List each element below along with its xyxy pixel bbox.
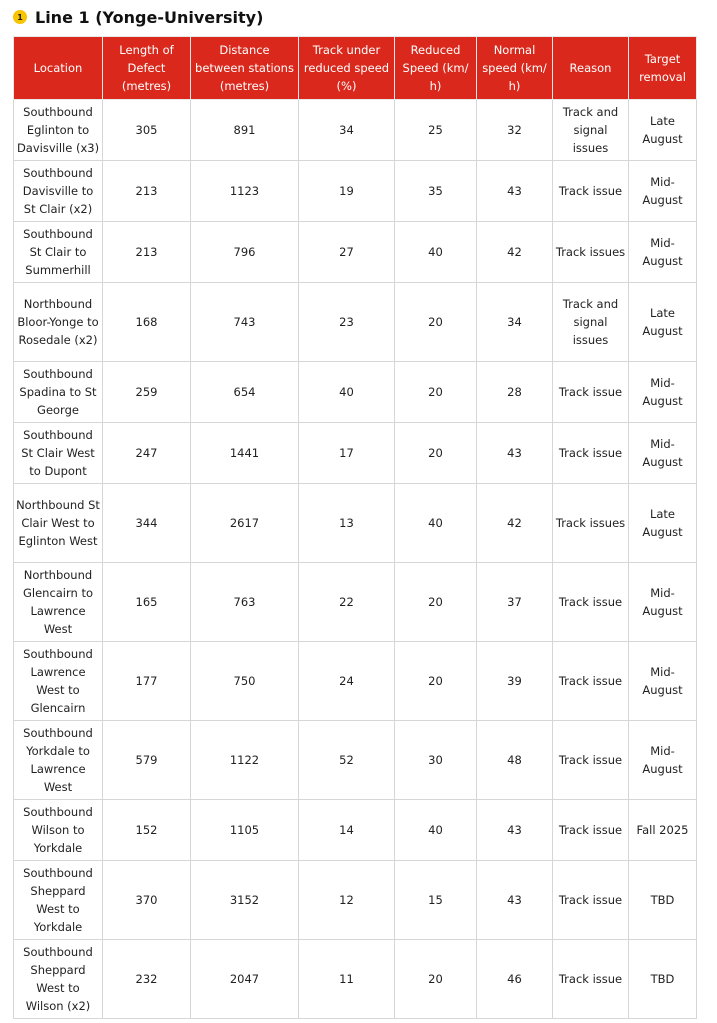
cell-distance: 654	[191, 362, 299, 423]
cell-distance: 1441	[191, 423, 299, 484]
table-row	[14, 283, 697, 362]
cell-location: Southbound Yorkdale to Lawrence West	[14, 721, 103, 800]
cell-length: 247	[103, 423, 191, 484]
cell-location: Southbound Spadina to St George	[14, 362, 103, 423]
table-row	[14, 940, 697, 1019]
cell-location: Southbound Wilson to Yorkdale	[14, 800, 103, 861]
table-row	[14, 423, 697, 484]
cell-reason: Track and signal issues	[553, 283, 629, 362]
cell-length: 370	[103, 861, 191, 940]
column-header-track-under-reduced-speed: Track under reduced speed (%)	[299, 37, 395, 100]
section-title-row	[13, 6, 263, 28]
table-row	[14, 721, 697, 800]
cell-reduced-speed: 20	[395, 642, 477, 721]
cell-target-removal: Fall 2025	[629, 800, 697, 861]
cell-target-removal: Late August	[629, 100, 697, 161]
cell-track-reduced-pct: 12	[299, 861, 395, 940]
cell-length: 579	[103, 721, 191, 800]
cell-reduced-speed: 35	[395, 161, 477, 222]
cell-normal-speed: 34	[477, 283, 553, 362]
cell-reason: Track issues	[553, 222, 629, 283]
column-header-length-of-defect: Length of Defect (metres)	[103, 37, 191, 100]
column-header-target-removal: Target removal	[629, 37, 697, 100]
cell-distance: 1105	[191, 800, 299, 861]
cell-track-reduced-pct: 22	[299, 563, 395, 642]
cell-normal-speed: 28	[477, 362, 553, 423]
cell-length: 213	[103, 161, 191, 222]
cell-reduced-speed: 20	[395, 362, 477, 423]
cell-length: 305	[103, 100, 191, 161]
cell-reduced-speed: 20	[395, 940, 477, 1019]
cell-reason: Track issue	[553, 800, 629, 861]
cell-reason: Track and signal issues	[553, 100, 629, 161]
table-header-row	[14, 37, 697, 100]
cell-track-reduced-pct: 13	[299, 484, 395, 563]
cell-reason: Track issue	[553, 362, 629, 423]
cell-distance: 1123	[191, 161, 299, 222]
table-row	[14, 642, 697, 721]
cell-target-removal: Mid-August	[629, 362, 697, 423]
cell-reduced-speed: 40	[395, 222, 477, 283]
cell-target-removal: Mid-August	[629, 423, 697, 484]
cell-reduced-speed: 25	[395, 100, 477, 161]
cell-distance: 763	[191, 563, 299, 642]
cell-reason: Track issue	[553, 563, 629, 642]
cell-reduced-speed: 40	[395, 484, 477, 563]
cell-reason: Track issue	[553, 721, 629, 800]
line-1-badge-icon: 1	[13, 10, 27, 24]
column-header-reason: Reason	[553, 37, 629, 100]
cell-location: Southbound Sheppard West to Yorkdale	[14, 861, 103, 940]
cell-track-reduced-pct: 17	[299, 423, 395, 484]
cell-normal-speed: 43	[477, 800, 553, 861]
cell-reason: Track issues	[553, 484, 629, 563]
cell-normal-speed: 37	[477, 563, 553, 642]
cell-track-reduced-pct: 11	[299, 940, 395, 1019]
cell-length: 168	[103, 283, 191, 362]
table-row	[14, 161, 697, 222]
cell-length: 232	[103, 940, 191, 1019]
cell-location: Northbound Glencairn to Lawrence West	[14, 563, 103, 642]
cell-length: 259	[103, 362, 191, 423]
cell-reason: Track issue	[553, 423, 629, 484]
cell-distance: 1122	[191, 721, 299, 800]
table-row	[14, 100, 697, 161]
cell-location: Northbound Bloor-Yonge to Rosedale (x2)	[14, 283, 103, 362]
cell-distance: 3152	[191, 861, 299, 940]
cell-track-reduced-pct: 14	[299, 800, 395, 861]
cell-reduced-speed: 15	[395, 861, 477, 940]
cell-normal-speed: 48	[477, 721, 553, 800]
cell-reason: Track issue	[553, 861, 629, 940]
page-title: Line 1 (Yonge-University)	[35, 7, 264, 27]
cell-location: Northbound St Clair West to Eglinton West	[14, 484, 103, 563]
cell-target-removal: Mid-August	[629, 721, 697, 800]
cell-track-reduced-pct: 34	[299, 100, 395, 161]
cell-reason: Track issue	[553, 642, 629, 721]
speed-restrictions-table	[13, 36, 697, 1019]
cell-reason: Track issue	[553, 161, 629, 222]
cell-normal-speed: 32	[477, 100, 553, 161]
cell-target-removal: Mid-August	[629, 161, 697, 222]
cell-normal-speed: 42	[477, 484, 553, 563]
cell-normal-speed: 39	[477, 642, 553, 721]
table-row	[14, 362, 697, 423]
cell-normal-speed: 43	[477, 861, 553, 940]
cell-location: Southbound Davisville to St Clair (x2)	[14, 161, 103, 222]
cell-distance: 743	[191, 283, 299, 362]
column-header-distance-between-stations: Distance between stations (metres)	[191, 37, 299, 100]
cell-length: 213	[103, 222, 191, 283]
table-row	[14, 861, 697, 940]
cell-track-reduced-pct: 40	[299, 362, 395, 423]
cell-reduced-speed: 40	[395, 800, 477, 861]
cell-reduced-speed: 20	[395, 423, 477, 484]
column-header-location: Location	[14, 37, 103, 100]
cell-track-reduced-pct: 52	[299, 721, 395, 800]
cell-normal-speed: 43	[477, 161, 553, 222]
cell-normal-speed: 46	[477, 940, 553, 1019]
table-row	[14, 222, 697, 283]
cell-reduced-speed: 20	[395, 563, 477, 642]
cell-length: 165	[103, 563, 191, 642]
cell-location: Southbound Eglinton to Davisville (x3)	[14, 100, 103, 161]
cell-distance: 2617	[191, 484, 299, 563]
cell-reduced-speed: 30	[395, 721, 477, 800]
table-row	[14, 800, 697, 861]
cell-target-removal: Mid-August	[629, 563, 697, 642]
cell-distance: 891	[191, 100, 299, 161]
cell-location: Southbound Lawrence West to Glencairn	[14, 642, 103, 721]
table-row	[14, 563, 697, 642]
cell-reason: Track issue	[553, 940, 629, 1019]
cell-location: Southbound St Clair to Summerhill	[14, 222, 103, 283]
cell-track-reduced-pct: 27	[299, 222, 395, 283]
cell-length: 177	[103, 642, 191, 721]
cell-target-removal: Late August	[629, 484, 697, 563]
cell-track-reduced-pct: 19	[299, 161, 395, 222]
cell-location: Southbound Sheppard West to Wilson (x2)	[14, 940, 103, 1019]
cell-target-removal: TBD	[629, 940, 697, 1019]
column-header-reduced-speed: Reduced Speed (km/ h)	[395, 37, 477, 100]
cell-reduced-speed: 20	[395, 283, 477, 362]
cell-length: 344	[103, 484, 191, 563]
cell-normal-speed: 43	[477, 423, 553, 484]
cell-target-removal: Mid-August	[629, 642, 697, 721]
table-row	[14, 484, 697, 563]
cell-track-reduced-pct: 23	[299, 283, 395, 362]
cell-distance: 750	[191, 642, 299, 721]
cell-target-removal: Late August	[629, 283, 697, 362]
cell-target-removal: TBD	[629, 861, 697, 940]
cell-normal-speed: 42	[477, 222, 553, 283]
cell-track-reduced-pct: 24	[299, 642, 395, 721]
column-header-normal-speed: Normal speed (km/ h)	[477, 37, 553, 100]
cell-distance: 796	[191, 222, 299, 283]
cell-target-removal: Mid-August	[629, 222, 697, 283]
cell-location: Southbound St Clair West to Dupont	[14, 423, 103, 484]
cell-length: 152	[103, 800, 191, 861]
cell-distance: 2047	[191, 940, 299, 1019]
